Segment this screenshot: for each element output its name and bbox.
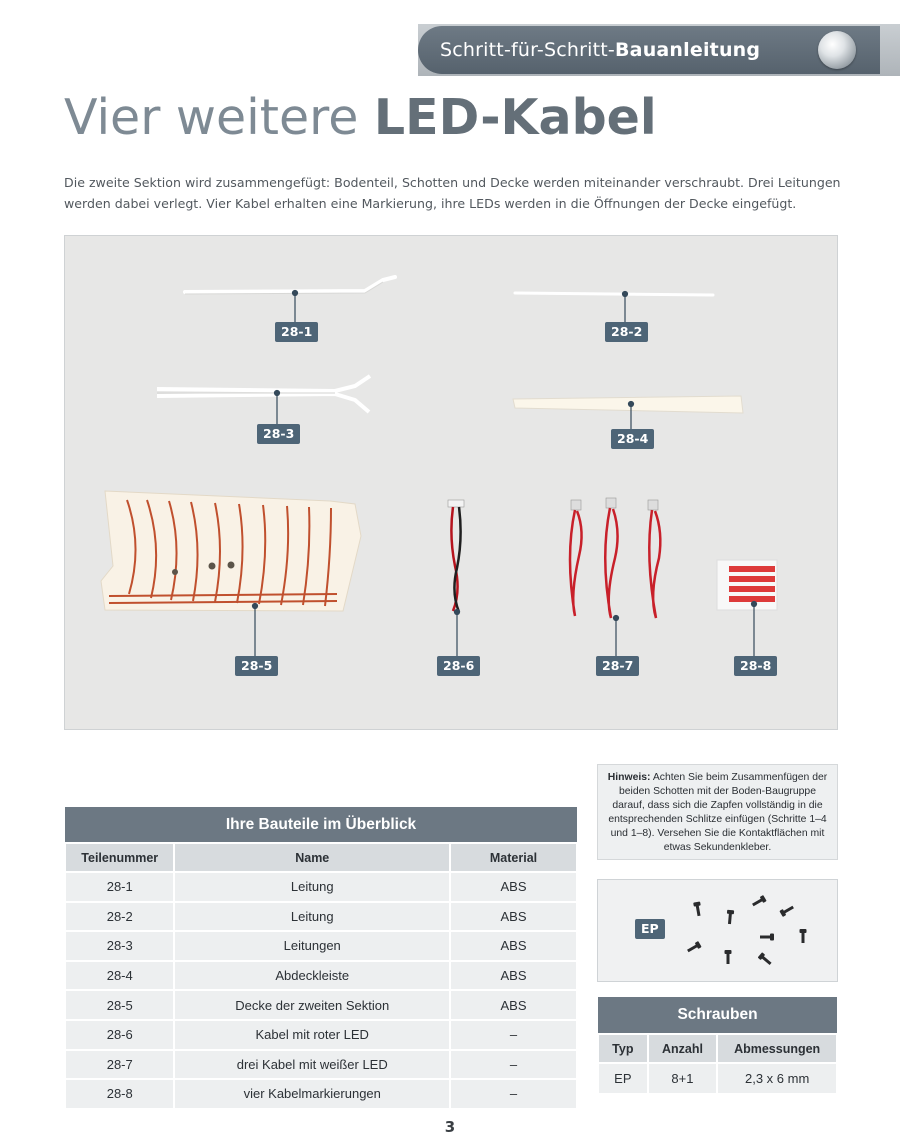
part-name-cell: drei Kabel mit weißer LED [174, 1050, 450, 1080]
part-28-5-image [101, 491, 361, 611]
table-row [65, 872, 577, 902]
part-28-7-image [570, 498, 660, 618]
parts-header-name: Name [174, 843, 450, 872]
part-name-cell: Abdeckleiste [174, 961, 450, 991]
table-row [65, 1079, 577, 1109]
part-label-28-6: 28-6 [437, 656, 480, 676]
part-name-cell: Leitungen [174, 931, 450, 961]
part-material-cell: – [450, 1050, 577, 1080]
part-28-1-image [185, 277, 395, 294]
part-label-28-7: 28-7 [596, 656, 639, 676]
part-number-cell: 28-6 [65, 1020, 174, 1050]
table-row [65, 902, 577, 932]
part-material-cell: ABS [450, 961, 577, 991]
parts-table [64, 807, 578, 1110]
part-label-28-2: 28-2 [605, 322, 648, 342]
note-box [597, 764, 838, 860]
screws-table-caption: Schrauben [598, 997, 837, 1034]
part-28-2-image [515, 293, 713, 295]
part-number-cell: 28-5 [65, 990, 174, 1020]
intro-paragraph: Die zweite Sektion wird zusammengefügt: Bodenteil, Schotten und Decke werden miteinander verschraubt. Drei Leitungen werden dabei verlegt. Vier Kabel erhalten eine Markierung, ihre LEDs werden in die Öffnungen der Decke eingefügt. [64, 175, 841, 211]
part-material-cell: ABS [450, 872, 577, 902]
part-label-28-3: 28-3 [257, 424, 300, 444]
header-title-bold: Bauanleitung [614, 39, 761, 61]
header-title [440, 34, 760, 66]
part-number-cell: 28-3 [65, 931, 174, 961]
part-number-cell: 28-1 [65, 872, 174, 902]
part-label-28-1: 28-1 [275, 322, 318, 342]
table-row [598, 1063, 837, 1094]
page-title [64, 86, 657, 150]
table-row [65, 1050, 577, 1080]
part-label-28-8: 28-8 [734, 656, 777, 676]
part-label-28-4: 28-4 [611, 429, 654, 449]
note-label: Hinweis: [607, 772, 651, 783]
part-material-cell: ABS [450, 990, 577, 1020]
part-number-cell: 28-2 [65, 902, 174, 932]
part-material-cell: ABS [450, 902, 577, 932]
part-name-cell: Leitung [174, 902, 450, 932]
header-title-prefix: Schritt-für-Schritt- [440, 39, 615, 61]
parts-header-material: Material [450, 843, 577, 872]
parts-header-number: Teilenummer [65, 843, 174, 872]
table-row [65, 961, 577, 991]
screw-icons [686, 895, 806, 967]
note-text: Achten Sie beim Zusammenfügen der beiden Schotten mit der Boden-Baugruppe darauf, dass sich die Zapfen vollständig in die entsprechenden Schlitze einfügen (Schritte 1–4 und 1–8). Versehen Sie die Kontaktflächen mit etwas Sekundenkleber. [608, 772, 828, 853]
screws-header-type: Typ [598, 1034, 648, 1063]
page-number: 3 [444, 1118, 456, 1136]
page-title-bold: LED-Kabel [373, 89, 657, 146]
part-28-3-image [157, 376, 370, 412]
screws-header-dimensions: Abmessungen [717, 1034, 837, 1063]
part-material-cell: – [450, 1020, 577, 1050]
part-name-cell: Leitung [174, 872, 450, 902]
table-row [65, 1020, 577, 1050]
part-number-cell: 28-7 [65, 1050, 174, 1080]
screw-type-cell: EP [598, 1063, 648, 1094]
part-number-cell: 28-4 [65, 961, 174, 991]
screw-type-label: EP [635, 919, 665, 939]
screws-table [597, 997, 838, 1095]
header-sphere-icon [818, 31, 856, 69]
part-28-8-image [717, 560, 777, 610]
part-name-cell: vier Kabelmarkierungen [174, 1079, 450, 1109]
part-number-cell: 28-8 [65, 1079, 174, 1109]
table-row [65, 990, 577, 1020]
part-name-cell: Decke der zweiten Sektion [174, 990, 450, 1020]
table-row [65, 931, 577, 961]
screw-count-cell: 8+1 [648, 1063, 718, 1094]
part-label-28-5: 28-5 [235, 656, 278, 676]
screw-dimensions-cell: 2,3 x 6 mm [717, 1063, 837, 1094]
parts-photo [64, 235, 838, 730]
page-title-normal: Vier weitere [64, 89, 374, 146]
screws-header-count: Anzahl [648, 1034, 718, 1063]
part-28-6-image [448, 500, 464, 612]
part-material-cell: ABS [450, 931, 577, 961]
part-material-cell: – [450, 1079, 577, 1109]
part-name-cell: Kabel mit roter LED [174, 1020, 450, 1050]
parts-table-caption: Ihre Bauteile im Überblick [65, 807, 577, 843]
screws-image-box [597, 879, 838, 982]
